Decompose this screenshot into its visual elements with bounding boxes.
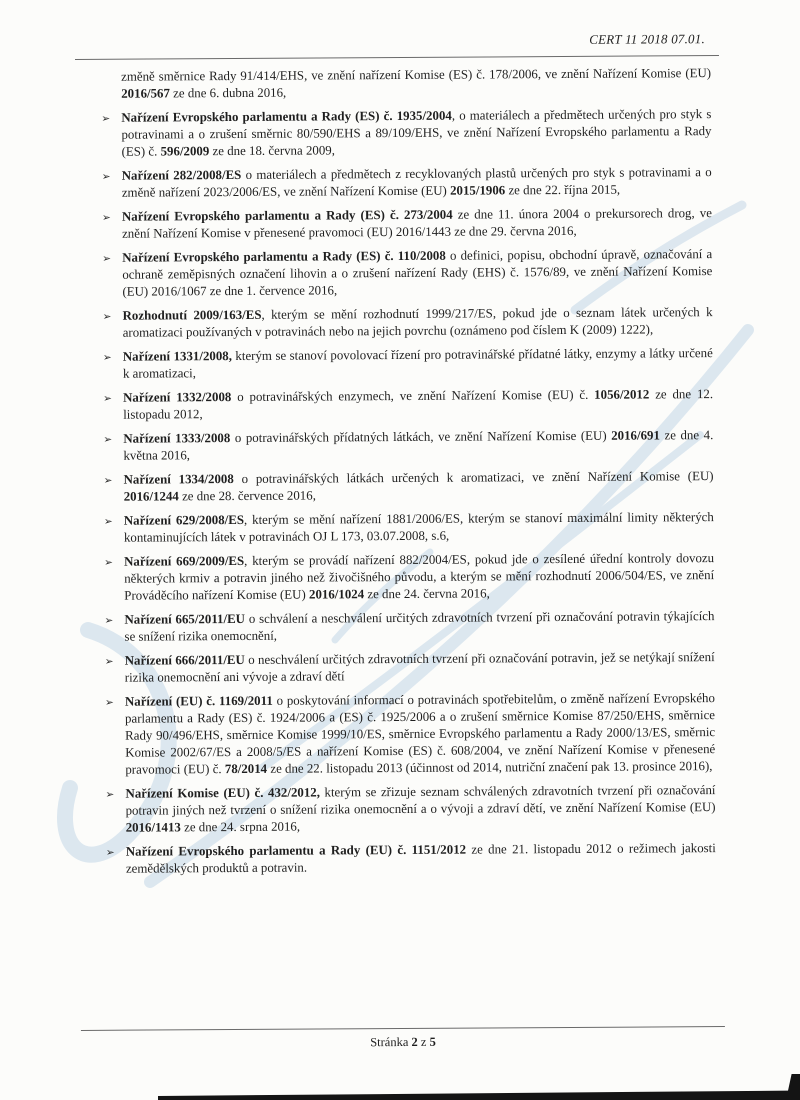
list-item-text: Nařízení Evropského parlamentu a Rady (ES) č. 273/2004 ze dne 11. února 2004 o prekursorech drog, ve znění Nařízení Komise v přenesené pravomoci (EU) 2016/1443 ze dne 29. června 2016, [121,206,712,241]
list-item [103,427,713,465]
list-item-text: Nařízení 1331/2008, kterým se stanoví povolovací řízení pro potravinářské přídatné látky, enzymy a látky určené k aromatizaci, [122,346,713,381]
list-item-text: Nařízení 282/2008/ES o materiálech a předmětech z recyklovaných plastů určených pro styk s potravinami a o změně nařízení 2023/2006/ES, ve znění Nařízení Komise (EU) 2015/1906 ze dne 22. října 2015, [121,165,712,200]
list-item [102,246,712,301]
document-code: CERT 11 2018 07.01. [589,31,705,47]
bullet-arrow-icon: ➢ [104,556,113,569]
list-item [104,608,714,646]
intro-paragraph: změně směrnice Rady 91/414/EHS, ve znění nařízení Komise (ES) č. 178/2006, ve znění Nařízení Komise (EU) 2016/567 ze dne 6. dubna 2016, [121,66,712,101]
list-item-text: Nařízení Evropského parlamentu a Rady (ES) č. 110/2008 o definici, popisu, obchodní úpravě, označování a ochraně zeměpisných označení lihovin a o zrušení nařízení Rady (EHS) č. 1576/89, ve znění Nařízení Komise (EU) 2016/1067 ze dne 1. července 2016, [122,247,713,299]
list-item-text: Nařízení 1333/2008 o potravinářských přídatných látkách, ve znění Nařízení Komise (EU) 2016/691 ze dne 4. května 2016, [123,428,714,463]
list-item-text: Nařízení 669/2009/ES, kterým se provádí nařízení 882/2004/ES, pokud jde o zesílené úřední kontroly dovozu některých krmiv a potravin jiného než živočišného původu, a kterým se mění rozhodnutí 2006/504/ES, ve znění Prováděcího nařízení Komise (EU) 2016/1024 ze dne 24. června 2016, [124,551,715,603]
page-footer [3,1019,800,1053]
bullet-arrow-icon: ➢ [104,655,114,668]
list-item [104,468,714,506]
bullet-arrow-icon: ➢ [104,696,114,709]
list-item-text: Nařízení (EU) č. 1169/2011 o poskytování informací o potravinách spotřebitelům, o změně nařízení Evropského parlamentu a Rady (ES) č. 1924/2006 a (ES) č. 1925/2006 a o zrušení směrnice Komise 87/250/EHS, směrnice Rady 90/496/EHS, směrnice Komise 1999/10/ES, směrnice Evropského parlamentu a Rady 2000/13/ES, směrnic Komise 2002/67/ES a 2008/5/ES a nařízení Komise (ES) č. 608/2004, ve znění Nařízení Komise v přenesené pravomoci (EU) č. 78/2014 ze dne 22. listopadu 2013 (účinnost od 2014, nutriční značení pak 13. prosince 2016), [124,691,716,777]
list-item [103,304,713,342]
bullet-arrow-icon: ➢ [102,351,112,364]
bullet-arrow-icon: ➢ [102,252,112,265]
list-item [104,550,714,605]
regulation-list [101,106,716,878]
list-item [101,106,711,161]
list-item-text: Nařízení 629/2008/ES, kterým se mění nařízení 1881/2006/ES, kterým se stanoví maximální limity některých kontaminujících látek v potravinách OJ L 173, 03.07.2008, s.6, [123,510,714,545]
bullet-arrow-icon: ➢ [104,614,114,627]
list-item-text: Nařízení 665/2011/EU o schválení a neschválení určitých zdravotních tvrzení při označování potravin týkajících se snížení rizika onemocnění, [124,609,715,644]
list-item-text: Nařízení Komise (EU) č. 432/2012, kterým se zřizuje seznam schválených zdravotních tvrzení při označování potravin jiných než tvrzení o snížení rizika onemocnění a o vývoji a zdraví dětí, ve znění Nařízení Komise (EU) 2016/1413 ze dne 24. srpna 2016, [125,783,716,835]
list-item-text: Nařízení 1334/2008 o potravinářských látkách určených k aromatizaci, ve znění Nařízení Komise (EU) 2016/1244 ze dne 28. července 2016, [123,469,714,504]
page-header [0,0,797,52]
list-item [105,649,715,687]
list-item [105,782,715,837]
bullet-arrow-icon: ➢ [105,846,115,859]
bullet-arrow-icon: ➢ [103,433,113,446]
list-item [106,840,716,878]
bullet-arrow-icon: ➢ [101,211,111,224]
bullet-arrow-icon: ➢ [101,170,111,183]
bullet-arrow-icon: ➢ [102,310,112,323]
list-item [102,205,712,243]
footer-rule [81,1026,725,1031]
list-item-text: Rozhodnutí 2009/163/ES, kterým se mění rozhodnutí 1999/217/ES, pokud jde o seznam látek určených k aromatizaci používaných v potravinách nebo na jejich povrchu (oznámeno pod číslem K (2009) 1222), [122,305,713,340]
list-item-text: Nařízení 1332/2008 o potravinářských enzymech, ve znění Nařízení Komise (EU) č. 1056/2012 ze dne 12. listopadu 2012, [123,387,714,422]
list-item [102,164,712,202]
bullet-arrow-icon: ➢ [105,788,115,801]
bullet-arrow-icon: ➢ [103,515,113,528]
page-number: Stránka 2 z 5 [370,1034,436,1050]
content-area [0,56,800,879]
list-item [104,509,714,547]
bullet-arrow-icon: ➢ [101,112,111,125]
bullet-arrow-icon: ➢ [103,474,113,487]
list-item-text: Nařízení Evropského parlamentu a Rady (EU) č. 1151/2012 ze dne 21. listopadu 2012 o režimech jakosti zemědělských produktů a potravin. [125,841,716,876]
list-item [103,345,713,383]
list-item [105,690,716,779]
list-item [103,386,713,424]
bullet-arrow-icon: ➢ [103,392,112,405]
list-item-text: Nařízení 666/2011/EU o neschválení určitých zdravotních tvrzení při označování potravin, jež se netýkají snížení rizika onemocnění ani vývoje a zdraví dětí [124,650,715,685]
list-item-text: Nařízení Evropského parlamentu a Rady (ES) č. 1935/2004, o materiálech a předmětech určených pro styk s potravinami a o zrušení směrnic 80/590/EHS a 89/109/EHS, ve znění Nařízení Evropského parlamentu a Rady (ES) č. 596/2009 ze dne 18. června 2009, [121,107,712,159]
